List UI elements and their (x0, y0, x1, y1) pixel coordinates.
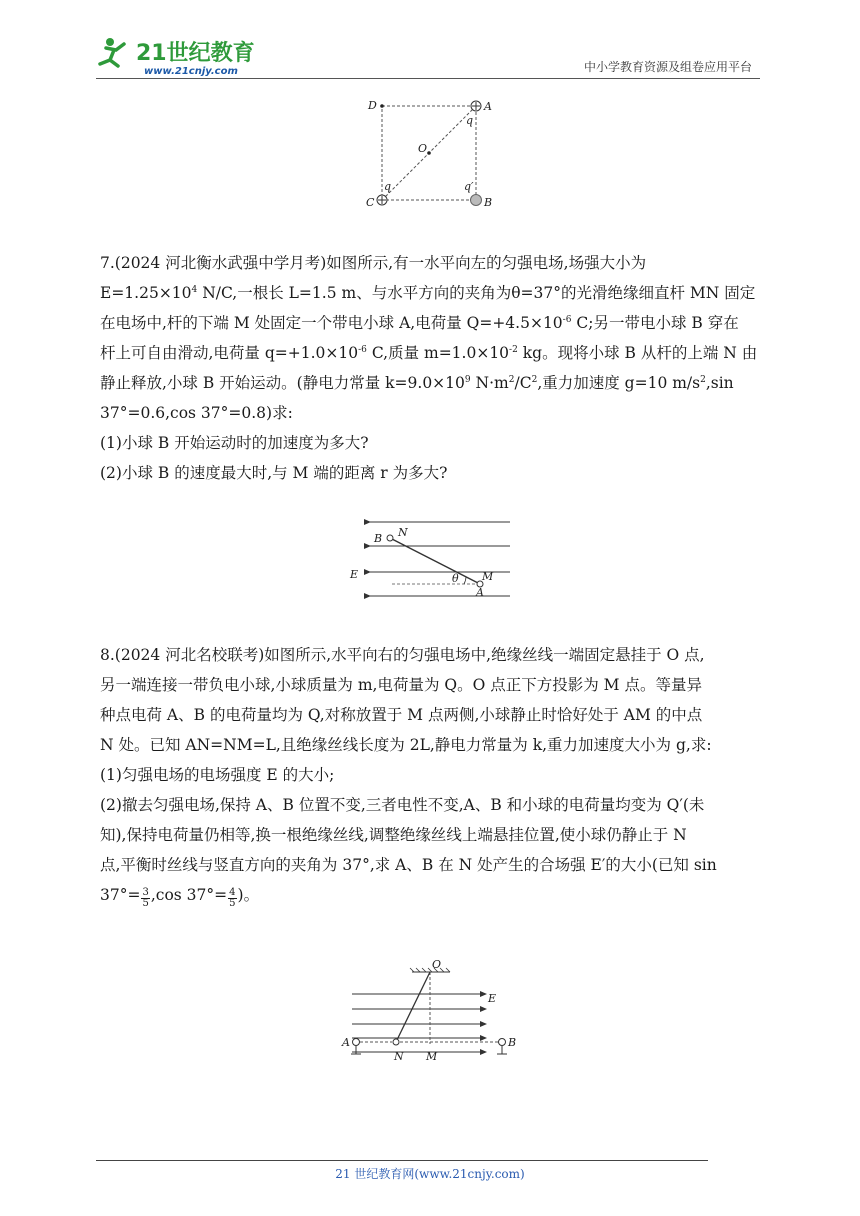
q7-line-3: 在电场中,杆的下端 M 处固定一个带电小球 A,电荷量 $Q=+4.5\times 10^{-6}$ C;另一带电小球 B 穿在 (100, 314, 739, 332)
q8-sub-1: (1)匀强电场的电场强度 E 的大小; (100, 766, 335, 784)
figure-inclined-rod (346, 516, 516, 606)
label-n: N (394, 1050, 404, 1063)
q7-line-6: 37°=0.6,cos 37°=0.8)求: (100, 404, 293, 422)
label-e: E (350, 568, 359, 581)
label-a: A (484, 100, 492, 113)
q7-sub-2: (2)小球 B 的速度最大时,与 M 端的距离 r 为多大? (100, 464, 448, 482)
q7-sub-1: (1)小球 B 开始运动时的加速度为多大? (100, 434, 369, 452)
q7-line-2: $E=1.25\times 10^4$ N/C,一根长 L=1.5 m、与水平方向的夹角为θ=37°的光滑绝缘细直杆 MN 固定 (100, 284, 756, 302)
header-divider (96, 78, 760, 79)
page-header (96, 28, 760, 80)
label-e: E (488, 992, 497, 1005)
q8-line-3: 种点电荷 A、B 的电荷量均为 Q,对称放置于 M 点两侧,小球静止时恰好处于 AM 的中点 (100, 706, 703, 724)
q8-line-2: 另一端连接一带负电小球,小球质量为 m,电荷量为 Q。O 点正下方投影为 M 点。等量异 (100, 676, 702, 694)
q8-line-4: N 处。已知 AN=NM=L,且绝缘丝线长度为 2L,静电力常量为 k,重力加速度大小为 g,求: (100, 736, 712, 754)
label-m: M (482, 570, 494, 583)
ball-b-icon (387, 535, 393, 541)
label-c: C (366, 196, 375, 209)
q8-sub-2-line-4: 37°= $\frac{3}{5}$ ,cos 37°= $\frac{4}{5}$ )。 (100, 886, 260, 909)
charge-b-icon (497, 1039, 507, 1055)
label-q-b: q′ (464, 180, 474, 193)
runner-icon (100, 38, 124, 66)
label-q-a: q (466, 114, 474, 127)
q7-line-5: 静止释放,小球 B 开始运动。(静电力常量 $k=9.0\times 10^9$ $N\cdot m^2/C^2$,重力加速度 g=10 $m/s^2,\sin$ (100, 374, 734, 392)
figure-square-charges (360, 96, 500, 212)
label-q-c: q (384, 180, 392, 193)
ball-icon (393, 1039, 399, 1045)
charge-b-icon (471, 195, 482, 206)
q7-line-4: 杆上可自由滑动,电荷量 $q=+1.0\times 10^{-6}$ C,质量 $m=1.0\times 10^{-2}$ kg。现将小球 B 从杆的上端 N 由 (100, 344, 758, 362)
charge-c-icon (377, 195, 387, 205)
q8-sub-2-line-2: 知),保持电荷量仍相等,换一根绝缘丝线,调整绝缘丝线上端悬挂位置,使小球仍静止于 N (100, 826, 687, 844)
label-o: O (432, 958, 442, 971)
string (396, 972, 430, 1042)
label-theta: θ (452, 572, 459, 585)
label-b: B (374, 532, 383, 545)
site-logo (96, 34, 266, 78)
q8-sub-2-line-1: (2)撤去匀强电场,保持 A、B 位置不变,三者电性不变,A、B 和小球的电荷量均变为 Q′(未 (100, 796, 705, 814)
footer-divider (96, 1160, 708, 1161)
site-tagline: 中小学教育资源及组卷应用平台 (583, 60, 752, 74)
charge-a-icon (471, 101, 481, 111)
logo-text: 21世纪教育 (136, 41, 255, 66)
label-a: A (476, 586, 484, 599)
label-n: N (398, 526, 408, 539)
q7-line-1: 7.(2024 河北衡水武强中学月考)如图所示,有一水平向左的匀强电场,场强大小为 (100, 254, 647, 272)
footer-link[interactable]: 21 世纪教育网(www.21cnjy.com) (335, 1167, 525, 1181)
figure-pendulum-field (338, 956, 528, 1066)
label-o: O (418, 142, 428, 155)
fraction-4-5: $\frac{4}{5}$ (229, 887, 236, 909)
q8-sub-2-line-3: 点,平衡时丝线与竖直方向的夹角为 37°,求 A、B 在 N 处产生的合场强 E′的大小(已知 sin (100, 856, 717, 874)
fraction-3-5: $\frac{3}{5}$ (142, 887, 149, 909)
q8-line-1: 8.(2024 河北名校联考)如图所示,水平向右的匀强电场中,绝缘丝线一端固定悬挂于 O 点, (100, 646, 705, 664)
label-b: B (484, 196, 493, 209)
label-b: B (508, 1036, 517, 1049)
label-m: M (426, 1050, 438, 1063)
logo-url: www.21cnjy.com (144, 66, 238, 77)
label-d: D (368, 99, 377, 112)
rod-mn (390, 538, 480, 584)
label-a: A (342, 1036, 350, 1049)
